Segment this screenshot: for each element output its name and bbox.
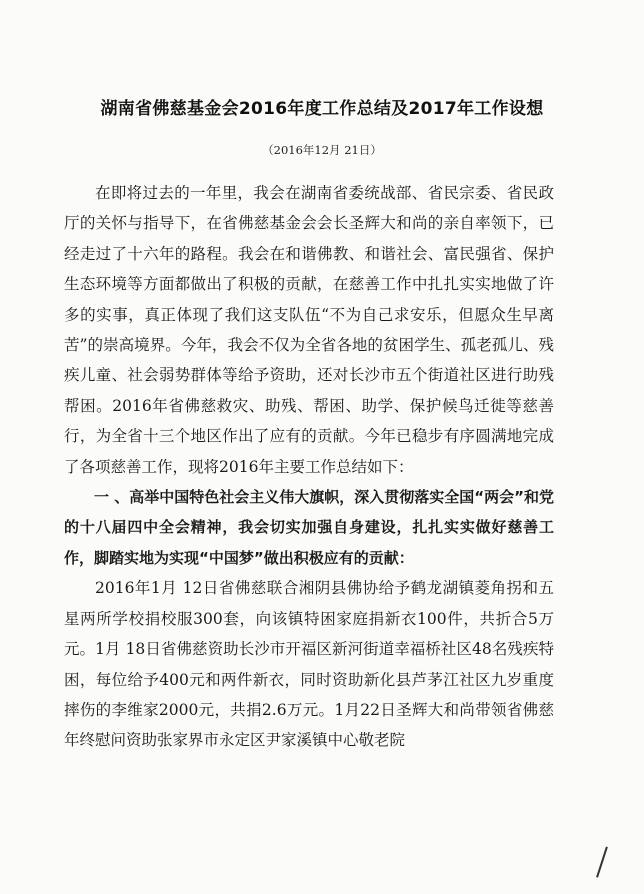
- document-date: （2016年12月 21日）: [262, 143, 382, 157]
- paragraph-intro: 在即将过去的一年里，我会在湖南省委统战部、省民宗委、省民政厅的关怀与指导下，在省佛慈基金会会长圣辉大和尚的亲自率领下，已经走过了十六年的路程。我会在和谐佛教、和谐社会、富民强省、保护生态环境等方面都做出了积极的贡献，在慈善工作中扎扎实实地做了许多的实事，真正体现了我们这支队伍“不为自己求安乐，但愿众生早离苦”的崇高境界。今年，我会不仅为全省各地的贫困学生、孤老孤儿、残疾儿童、社会弱势群体等给予资助，还对长沙市五个街道社区进行助残帮困。2016年省佛慈救灾、助残、帮困、助学、保护候鸟迁徙等慈善行，为全省十三个地区作出了应有的贡献。今年已稳步有序圆满地完成了各项慈善工作，现将2016年主要工作总结如下：: [64, 184, 554, 476]
- pen-stroke-mark: [596, 847, 607, 878]
- paragraph-january: 2016年1月 12日省佛慈联合湘阴县佛协给予鹤龙湖镇菱角拐和五星两所学校捐校服300套，向该镇特困家庭捐新衣100件，共折合5万元。1月 18日省佛慈资助长沙市开福区新河街道幸福桥社区48名残疾特困，每位给予400元和两件新衣，同时资助新化县芦茅江社区九岁重度摔伤的李维家2000元，共捐2.6万元。1月22日圣辉大和尚带领省佛慈年终慰问资助张家界市永定区尹家溪镇中心敬老院: [64, 579, 554, 750]
- document-title: 湖南省佛慈基金会2016年度工作总结及2017年工作设想: [100, 99, 544, 119]
- document-body: [64, 178, 554, 756]
- section-heading-1: 一 、高举中国特色社会主义伟大旗帜，深入贯彻落实全国“两会”和党的十八届四中全会精神，我会切实加强自身建设，扎扎实实做好慈善工作，脚踏实地为实现“中国梦”做出积极应有的贡献：: [64, 488, 554, 567]
